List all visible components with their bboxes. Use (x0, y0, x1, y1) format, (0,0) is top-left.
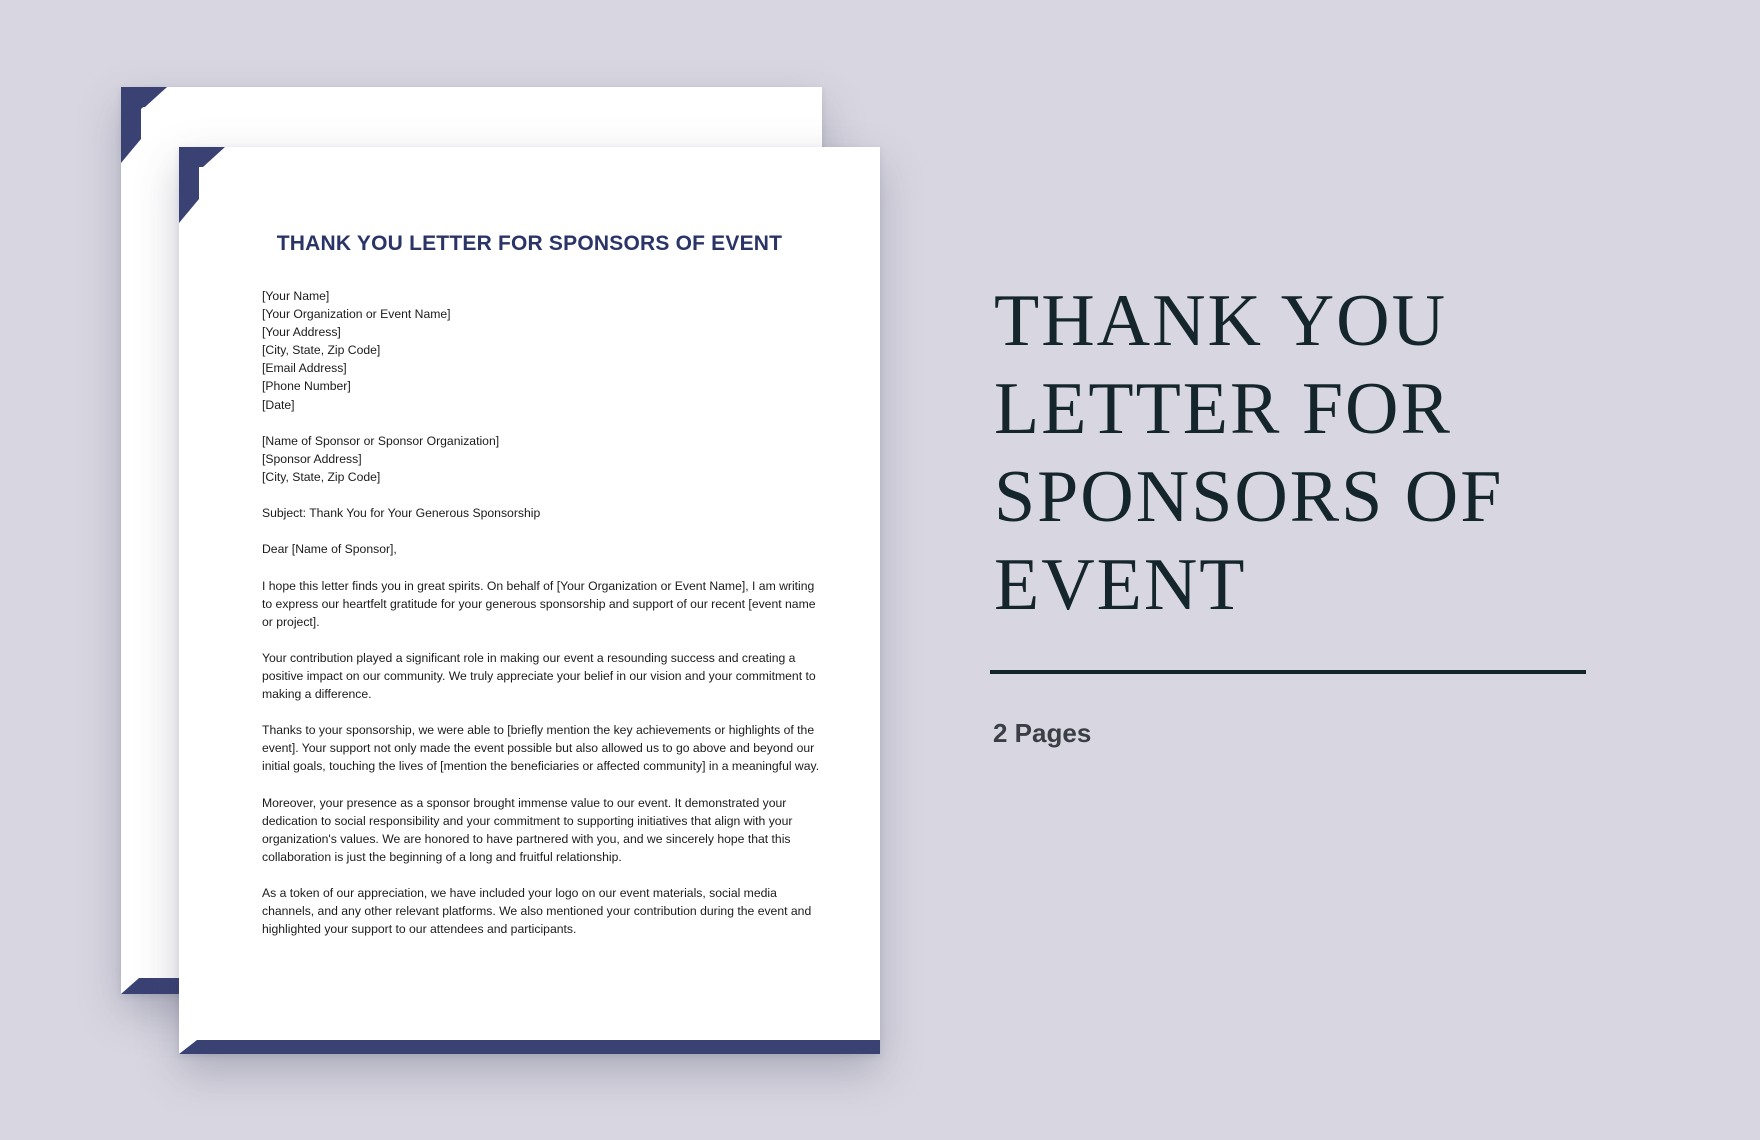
corner-ornament (179, 147, 227, 223)
letter-salutation: Dear [Name of Sponsor], (262, 542, 397, 557)
hero-divider (990, 670, 1586, 674)
sender-name: [Your Name] (262, 289, 330, 303)
letter-subject: Subject: Thank You for Your Generous Sponsorship (262, 506, 541, 521)
document-page-front (179, 147, 880, 1054)
recipient-name: [Name of Sponsor or Sponsor Organization] (262, 433, 500, 448)
sender-city: [City, State, Zip Code] (262, 343, 381, 358)
document-body (262, 287, 822, 956)
hero-title: THANK YOU LETTER FOR SPONSORS OF EVENT (994, 280, 1504, 626)
recipient-address: [Sponsor Address] (262, 451, 362, 466)
sender-email: [Email Address] (262, 361, 347, 376)
letter-paragraph: Your contribution played a significant role in making our event a resounding success and creating a positive impact on our community. We truly appreciate your belief in our vision and your commitment to making a difference. (262, 650, 816, 702)
sender-phone: [Phone Number] (262, 379, 351, 394)
letter-paragraph: Moreover, your presence as a sponsor brought immense value to our event. It demonstrated your dedication to social responsibility and your commitment to supporting initiatives that align with your organization's values. We are honored to have partnered with you, and we sincerely hope that this collaboration is just the beginning of a long and fruitful relationship. (262, 795, 793, 864)
letter-paragraph: Thanks to your sponsorship, we were able to [briefly mention the key achievements or highlights of the event]. Your support not only made the event possible but also allowed us to go above and beyond our initial goals, touching the lives of [mention the beneficiaries or affected community] in a meaningful way. (262, 723, 820, 774)
letter-paragraph: As a token of our appreciation, we have included your logo on our event materials, social media channels, and any other relevant platforms. We also mentioned your contribution during the event and highlighted your support to our attendees and participants. (262, 886, 812, 937)
sender-address: [Your Address] (262, 325, 341, 340)
letter-paragraph: I hope this letter finds you in great spirits. On behalf of [Your Organization or Event Name], I am writing to express our heartfelt gratitude for your generous sponsorship and support of our recent [event name or project]. (262, 578, 816, 629)
footer-bar (179, 1040, 880, 1054)
letter-date: [Date] (262, 397, 295, 412)
sender-organization: [Your Organization or Event Name] (262, 307, 451, 322)
corner-ornament (121, 87, 169, 163)
recipient-city: [City, State, Zip Code] (262, 469, 381, 484)
document-title: THANK YOU LETTER FOR SPONSORS OF EVENT (276, 232, 783, 255)
page-count: 2 Pages (993, 718, 1092, 748)
